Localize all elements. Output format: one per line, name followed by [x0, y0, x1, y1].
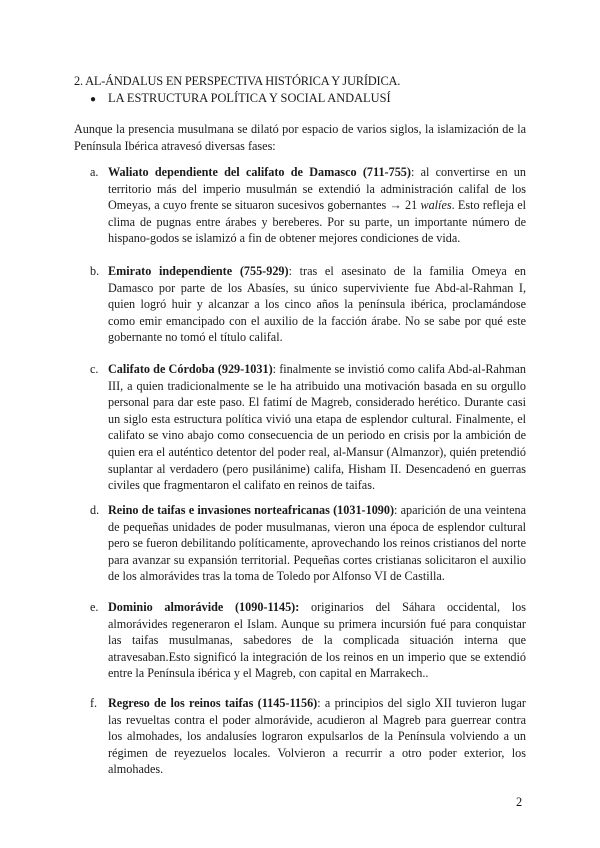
- item-text: : tras el asesinato de la familia Omeya en Damasco por parte de los Abasíes, su único superviviente fue Abd-al-Rahman I, quien logró huir y alcanzar a los cinco años la península ibérica, proclamándose como emir emancipado con el auxilio de la facción árabe. No se sabe por qué este gobernante no tomó el título califal.: [108, 264, 527, 345]
- list-item: [90, 164, 527, 247]
- item-text: : finalmente se invistió como califa Abd-al-Rahman III, a quien tradicionalmente se le ha atribuido una motivación basada en su orgullo personal para dar este paso. El fatimí de Magreb, considerado herético. Durante casi un siglo esta estructura política vivió una etapa de esplendor cultural. Finalmente, el califato se vino abajo como consecuencia de un periodo en crisis por la ambición de quien era el auténtico detentor del poder real, al-Mansur (Almanzor), quién pretendió suplantar al verdadero (pero pusilánime) califa, Hisham II. Desencadenó en guerras civiles que fragmentaron el califato en reinos de taifas.: [108, 362, 526, 493]
- item-title: Emirato independiente (755-929): [108, 264, 289, 278]
- bullet-icon: ●: [90, 94, 97, 105]
- item-text: : a principios del siglo XII tuvieron lugar las revueltas contra el poder almorávide, acudieron al Magreb para guerrear contra los almohades, los andalusíes lograron expulsarlos de la Península volviendo a un régimen de reyezuelos locales. Volvieron a recurrir a otro poder exterior, los almohades.: [108, 696, 526, 777]
- section-heading: 2. AL-ÁNDALUS EN PERSPECTIVA HISTÓRICA Y JURÍDICA.: [74, 74, 401, 88]
- item-text: originarios del Sáhara occidental, los almorávides regeneraron el Islam. Aunque su primera incursión fué para conquistar las taifas musulmanas, sabedores de la complicada situación interna que atravesaban.Esto significó la integración de los reinos en un imperio que se extendió entre la Península ibérica y el Magreb, con capital en Marrakech..: [108, 600, 526, 681]
- list-marker: d.: [90, 503, 100, 517]
- item-title: Reino de taifas e invasiones norteafricanas (1031-1090): [108, 503, 395, 517]
- list-item: [90, 502, 526, 585]
- subsection-heading-text: LA ESTRUCTURA POLÍTICA Y SOCIAL ANDALUSÍ: [108, 91, 391, 105]
- item-text: : al convertirse en un territorio más del imperio musulmán se extendió la administración califal de los Omeyas, a cuyo frente se situaron sucesivos gobernantes → 21: [108, 165, 526, 213]
- page-number: 2: [516, 795, 523, 809]
- list-item: [90, 263, 527, 346]
- item-title: Waliato dependiente del califato de Damasco (711-755): [108, 165, 411, 179]
- list-marker: c.: [90, 362, 99, 376]
- list-item: [90, 695, 526, 778]
- subsection-heading: [90, 90, 391, 108]
- item-title: Califato de Córdoba (929-1031): [108, 362, 273, 376]
- list-item: [90, 599, 526, 682]
- list-marker: a.: [90, 165, 99, 179]
- list-marker: e.: [90, 600, 99, 614]
- intro-paragraph: Aunque la presencia musulmana se dilató por espacio de varios siglos, la islamización de la Península Ibérica atravesó diversas fases:: [74, 122, 526, 153]
- list-marker: f.: [90, 696, 98, 710]
- item-text-continued: . Esto refleja el clima de pugnas entre árabes y bereberes. Por su parte, un importante número de hispano-godos se islamizó a fin de obtener mejores condiciones de vida.: [108, 198, 527, 246]
- item-title: Regreso de los reinos taifas (1145-1156): [108, 696, 318, 710]
- list-item: [90, 361, 526, 494]
- item-title: Dominio almorávide (1090-1145):: [108, 600, 300, 614]
- list-marker: b.: [90, 264, 100, 278]
- item-italic: walíes: [420, 198, 452, 213]
- item-text: : aparición de una veintena de pequeñas unidades de poder musulmanas, vieron una época de esplendor cultural pero se fueron debilitando políticamente, aprovechando los reinos cristianos del norte para avanzar su expansión territorial. Pequeñas cortes cristianas solicitaron el auxilio de los almorávides tras la toma de Toledo por Alfonso VI de Castilla.: [108, 503, 526, 584]
